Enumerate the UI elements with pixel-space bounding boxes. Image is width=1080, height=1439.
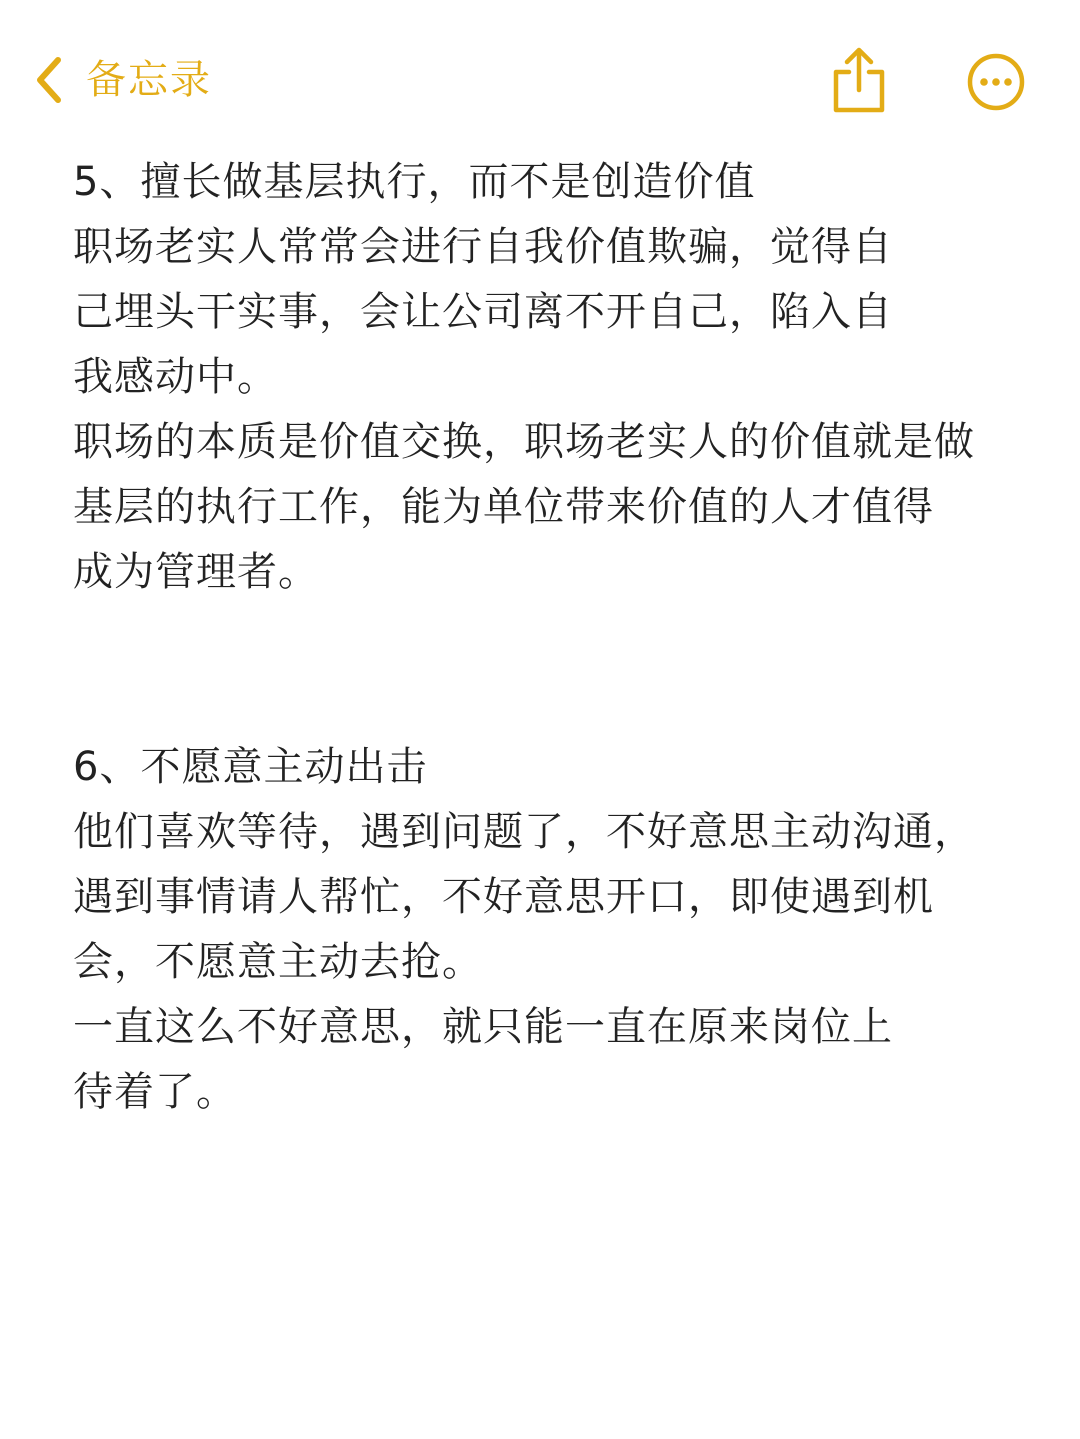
note-line: 会，不愿意主动去抢。 xyxy=(73,939,483,985)
section-title: 5、擅长做基层执行，而不是创造价值 xyxy=(73,159,756,205)
share-icon[interactable] xyxy=(830,46,888,114)
note-line: 基层的执行工作，能为单位带来价值的人才值得 xyxy=(73,484,934,530)
section-title: 6、不愿意主动出击 xyxy=(73,744,428,790)
back-label: 备忘录 xyxy=(86,57,212,103)
note-body[interactable] xyxy=(73,150,1013,1125)
note-line: 成为管理者。 xyxy=(73,549,319,595)
note-line: 一直这么不好意思，就只能一直在原来岗位上 xyxy=(73,1004,893,1050)
more-icon[interactable] xyxy=(966,52,1026,112)
blank-line xyxy=(73,670,1013,735)
blank-line xyxy=(73,605,1013,670)
note-line: 职场老实人常常会进行自我价值欺骗，觉得自 xyxy=(73,224,893,270)
note-line: 他们喜欢等待，遇到问题了，不好意思主动沟通， xyxy=(73,809,975,855)
note-line: 己埋头干实事，会让公司离不开自己，陷入自 xyxy=(73,289,893,335)
note-line: 遇到事情请人帮忙，不好意思开口，即使遇到机 xyxy=(73,874,934,920)
chevron-left-icon xyxy=(28,50,68,110)
note-line: 职场的本质是价值交换，职场老实人的价值就是做 xyxy=(73,419,975,465)
note-line: 待着了。 xyxy=(73,1069,237,1115)
note-line: 我感动中。 xyxy=(73,354,278,400)
back-button[interactable] xyxy=(28,50,212,110)
navigation-bar xyxy=(0,0,1080,150)
